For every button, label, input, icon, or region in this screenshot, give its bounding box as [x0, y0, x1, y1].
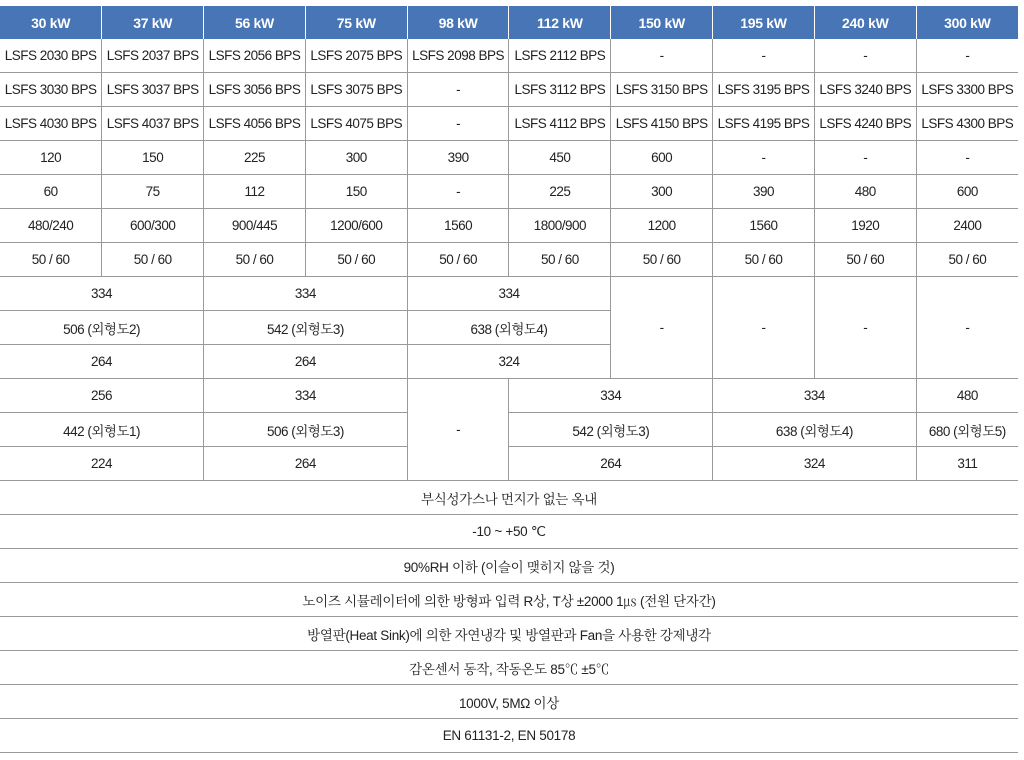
dimension-empty-cell: -	[814, 277, 916, 379]
dimension-cell: 264	[0, 345, 204, 379]
model-cell: LSFS 3030 BPS	[0, 73, 102, 107]
dimension-empty-cell: -	[916, 277, 1018, 379]
value-cell: 1560	[407, 209, 509, 243]
model-cell: LSFS 4037 BPS	[102, 107, 204, 141]
header-cell: 98 kW	[407, 6, 509, 39]
value-row-a	[0, 141, 1018, 175]
model-cell: LSFS 4112 BPS	[509, 107, 611, 141]
dimension-cell: 334	[407, 277, 611, 311]
value-cell: 390	[713, 175, 815, 209]
model-cell: LSFS 3075 BPS	[305, 73, 407, 107]
value-cell: 900/445	[204, 209, 306, 243]
dimension-cell: 256	[0, 379, 204, 413]
dimension-cell: 264	[509, 447, 713, 481]
model-cell: LSFS 3300 BPS	[916, 73, 1018, 107]
value-cell: 1200/600	[305, 209, 407, 243]
frequency-row	[0, 243, 1018, 277]
value-cell: -	[407, 175, 509, 209]
dimension-cell: 311	[916, 447, 1018, 481]
common-spec-cell: 1000V, 5MΩ 이상	[0, 685, 1018, 719]
value-cell: 600	[916, 175, 1018, 209]
value-cell: 150	[102, 141, 204, 175]
value-row-b	[0, 175, 1018, 209]
model-cell: LSFS 2098 BPS	[407, 39, 509, 73]
model-cell: -	[611, 39, 713, 73]
dimension-cell: 264	[204, 345, 408, 379]
model-row-bps2	[0, 39, 1018, 73]
model-cell: LSFS 3056 BPS	[204, 73, 306, 107]
common-spec-cell: 감온센서 동작, 작동온도 85℃ ±5℃	[0, 651, 1018, 685]
capacity-header-row	[0, 6, 1018, 39]
dimension-empty-cell: -	[713, 277, 815, 379]
value-cell: 480	[814, 175, 916, 209]
model-cell: -	[407, 73, 509, 107]
frequency-cell: 50 / 60	[509, 243, 611, 277]
value-cell: 120	[0, 141, 102, 175]
dimension-cell: 334	[204, 379, 408, 413]
model-cell: LSFS 4150 BPS	[611, 107, 713, 141]
value-cell: -	[713, 141, 815, 175]
header-cell: 56 kW	[204, 6, 306, 39]
model-cell: LSFS 3240 BPS	[814, 73, 916, 107]
header-cell: 195 kW	[713, 6, 815, 39]
common-spec-cell: 노이즈 시뮬레이터에 의한 방형파 입력 R상, T상 ±2000 1㎲ (전원 단자간)	[0, 583, 1018, 617]
value-cell: 600	[611, 141, 713, 175]
value-cell: 75	[102, 175, 204, 209]
dims1-width-row	[0, 277, 1018, 311]
value-row-c	[0, 209, 1018, 243]
common-row-insulation	[0, 685, 1018, 719]
model-cell: LSFS 2056 BPS	[204, 39, 306, 73]
model-cell: LSFS 2112 BPS	[509, 39, 611, 73]
model-cell: LSFS 3037 BPS	[102, 73, 204, 107]
header-cell: 112 kW	[509, 6, 611, 39]
model-cell: LSFS 2075 BPS	[305, 39, 407, 73]
model-cell: LSFS 4240 BPS	[814, 107, 916, 141]
value-cell: 150	[305, 175, 407, 209]
dimension-cell: 680 (외형도5)	[916, 413, 1018, 447]
dims2-depth-row	[0, 447, 1018, 481]
model-cell: LSFS 2037 BPS	[102, 39, 204, 73]
dimension-cell: 442 (외형도1)	[0, 413, 204, 447]
dimension-cell: 324	[407, 345, 611, 379]
header-cell: 300 kW	[916, 6, 1018, 39]
common-row-humidity	[0, 549, 1018, 583]
header-cell: 37 kW	[102, 6, 204, 39]
dimension-cell: 334	[509, 379, 713, 413]
common-row-environment	[0, 481, 1018, 515]
value-cell: 600/300	[102, 209, 204, 243]
common-spec-cell: EN 61131-2, EN 50178	[0, 719, 1018, 753]
value-cell: -	[916, 141, 1018, 175]
model-cell: -	[814, 39, 916, 73]
model-cell: LSFS 3195 BPS	[713, 73, 815, 107]
value-cell: 112	[204, 175, 306, 209]
model-cell: -	[713, 39, 815, 73]
common-row-cooling	[0, 617, 1018, 651]
common-spec-cell: 90%RH 이하 (이슬이 맺히지 않을 것)	[0, 549, 1018, 583]
dimension-cell: 638 (외형도4)	[713, 413, 917, 447]
common-spec-cell: 부식성가스나 먼지가 없는 옥내	[0, 481, 1018, 515]
dimension-empty-cell: -	[611, 277, 713, 379]
dimension-cell: 638 (외형도4)	[407, 311, 611, 345]
frequency-cell: 50 / 60	[204, 243, 306, 277]
model-cell: LSFS 4195 BPS	[713, 107, 815, 141]
model-cell: -	[407, 107, 509, 141]
common-spec-cell: -10 ~ +50 ℃	[0, 515, 1018, 549]
dims2-height-row	[0, 413, 1018, 447]
dims2-width-row	[0, 379, 1018, 413]
value-cell: 1800/900	[509, 209, 611, 243]
value-cell: 1920	[814, 209, 916, 243]
value-cell: 2400	[916, 209, 1018, 243]
model-cell: LSFS 4056 BPS	[204, 107, 306, 141]
value-cell: -	[814, 141, 916, 175]
dimension-cell: 264	[204, 447, 408, 481]
value-cell: 480/240	[0, 209, 102, 243]
value-cell: 450	[509, 141, 611, 175]
dimension-cell: 334	[0, 277, 204, 311]
dimension-empty-cell: -	[407, 379, 509, 481]
dimension-cell: 334	[204, 277, 408, 311]
frequency-cell: 50 / 60	[102, 243, 204, 277]
frequency-cell: 50 / 60	[713, 243, 815, 277]
dimension-cell: 506 (외형도2)	[0, 311, 204, 345]
header-cell: 30 kW	[0, 6, 102, 39]
dimension-cell: 324	[713, 447, 917, 481]
dimension-cell: 542 (외형도3)	[509, 413, 713, 447]
value-cell: 300	[611, 175, 713, 209]
frequency-cell: 50 / 60	[305, 243, 407, 277]
value-cell: 1200	[611, 209, 713, 243]
common-spec-cell: 방열판(Heat Sink)에 의한 자연냉각 및 방열판과 Fan을 사용한 강제냉각	[0, 617, 1018, 651]
header-cell: 240 kW	[814, 6, 916, 39]
dimension-cell: 542 (외형도3)	[204, 311, 408, 345]
dimension-cell: 334	[713, 379, 917, 413]
common-row-noise	[0, 583, 1018, 617]
common-row-thermal-protection	[0, 651, 1018, 685]
header-cell: 150 kW	[611, 6, 713, 39]
model-cell: LSFS 4030 BPS	[0, 107, 102, 141]
value-cell: 390	[407, 141, 509, 175]
model-cell: LSFS 4300 BPS	[916, 107, 1018, 141]
frequency-cell: 50 / 60	[916, 243, 1018, 277]
frequency-cell: 50 / 60	[814, 243, 916, 277]
common-row-temperature	[0, 515, 1018, 549]
value-cell: 300	[305, 141, 407, 175]
model-row-bps3	[0, 73, 1018, 107]
dimension-cell: 480	[916, 379, 1018, 413]
model-row-bps4	[0, 107, 1018, 141]
frequency-cell: 50 / 60	[0, 243, 102, 277]
spec-table	[0, 6, 1018, 753]
common-row-standards	[0, 719, 1018, 753]
header-cell: 75 kW	[305, 6, 407, 39]
value-cell: 1560	[713, 209, 815, 243]
model-cell: LSFS 4075 BPS	[305, 107, 407, 141]
model-cell: -	[916, 39, 1018, 73]
value-cell: 225	[204, 141, 306, 175]
model-cell: LSFS 3150 BPS	[611, 73, 713, 107]
frequency-cell: 50 / 60	[611, 243, 713, 277]
dimension-cell: 224	[0, 447, 204, 481]
frequency-cell: 50 / 60	[407, 243, 509, 277]
model-cell: LSFS 3112 BPS	[509, 73, 611, 107]
value-cell: 60	[0, 175, 102, 209]
dimension-cell: 506 (외형도3)	[204, 413, 408, 447]
value-cell: 225	[509, 175, 611, 209]
model-cell: LSFS 2030 BPS	[0, 39, 102, 73]
